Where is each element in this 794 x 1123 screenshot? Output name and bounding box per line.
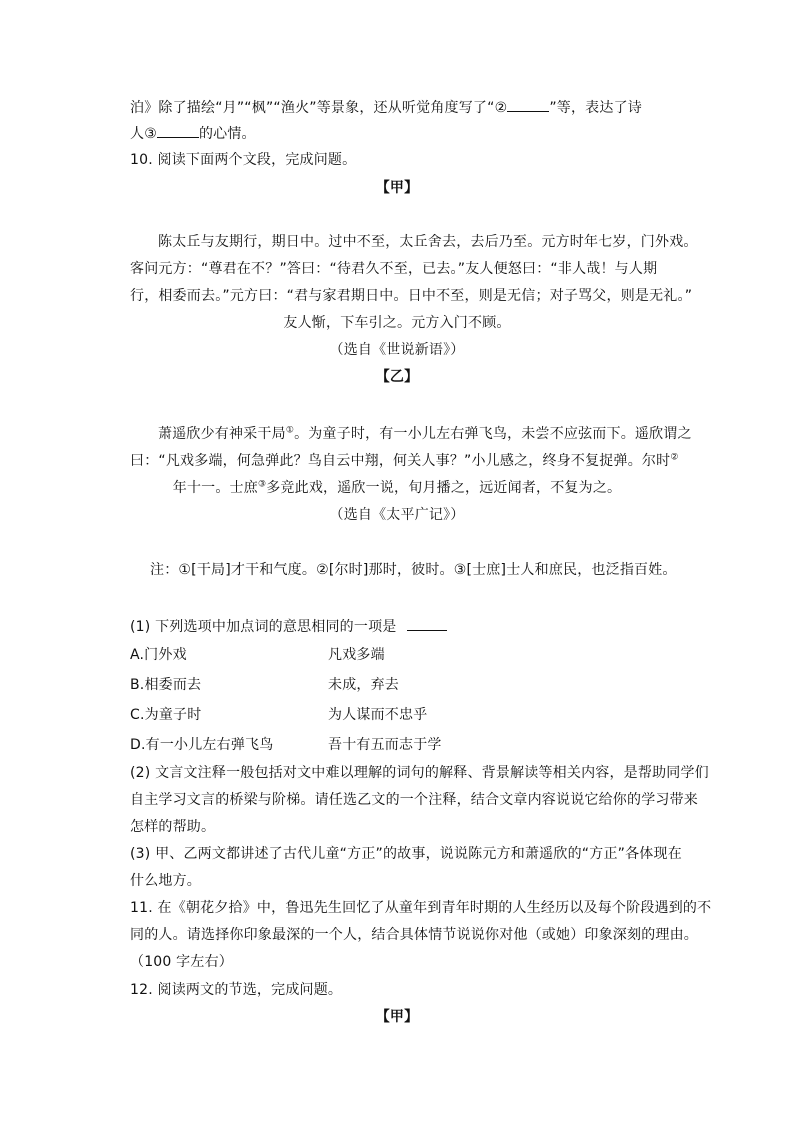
yi-line-2-text: 曰：“凡戏多端，何急弹此？鸟自云中翔，何关人事？”小儿感之，终身不复捉弹。尔时 — [130, 453, 671, 469]
yi-note-ref-1: ① — [285, 425, 295, 436]
option-a-left: A.门外戏 — [130, 647, 187, 663]
yi-line-1-text-b: 。为童子时，有一小儿左右弹飞鸟，未尝不应弦而下。遥欣谓之 — [294, 426, 692, 442]
sub1-prompt — [130, 616, 447, 637]
q11-line-3: （100 字左右） — [130, 954, 233, 970]
option-c-left: C.为童子时 — [130, 707, 202, 723]
option-b-left: B.相委而去 — [130, 677, 202, 693]
q12-jia-heading: 【甲】 — [375, 1009, 419, 1025]
sub3-line-1: (3) 甲、乙两文都讲述了古代儿童“方正”的故事，说说陈元方和萧遥欣的“方正”各体现在 — [130, 846, 682, 862]
yi-source: （选自《太平广记》） — [329, 507, 465, 523]
q11-line-1: 11. 在《朝花夕拾》中，鲁迅先生回忆了从童年到青年时期的人生经历以及每个阶段遇到的不 — [130, 900, 712, 916]
yi-note-ref-3: ③ — [257, 479, 267, 490]
sub2-line-3: 怎样的帮助。 — [130, 819, 216, 835]
option-c-right: 为人谋而不忠乎 — [328, 707, 428, 723]
q9-line-2-text-b: 的心情。 — [198, 126, 256, 142]
yi-line-1 — [158, 424, 692, 444]
answer-blank-3 — [157, 123, 199, 138]
option-b-right: 未成，弃去 — [328, 677, 399, 693]
jia-source: （选自《世说新语》） — [329, 342, 465, 358]
answer-blank-2 — [507, 97, 549, 112]
q11-line-2: 同的人。请选择你印象最深的一个人，结合具体情节说说你对他（或她）印象深刻的理由。 — [130, 927, 698, 943]
q10-jia-heading: 【甲】 — [375, 180, 419, 196]
yi-note-ref-2: ② — [670, 452, 679, 463]
yi-line-3 — [0, 478, 794, 498]
option-d-right: 吾十有五而志于学 — [328, 737, 442, 753]
q10-prompt: 10. 阅读下面两个文段，完成问题。 — [130, 152, 357, 168]
jia-line-2: 客问元方：“尊君在不？”答曰：“待君久不至，已去。”友人便怒曰：“非人哉！与人期 — [130, 261, 658, 277]
yi-line-3-text-b: 多竞此戏，遥欣一说，旬月播之，远近闻者，不复为之。 — [266, 480, 622, 496]
sub1-answer-blank — [407, 616, 447, 631]
q9-line-1-text-b: ”等，表达了诗 — [549, 100, 642, 116]
jia-line-3: 行，相委而去。”元方曰：“君与家君期日中。日中不至，则是无信；对子骂父，则是无礼。” — [130, 288, 693, 304]
sub3-line-2: 什么地方。 — [130, 873, 201, 889]
yi-line-2 — [130, 451, 679, 471]
jia-line-4: 友人惭，下车引之。元方入门不顾。 — [283, 315, 511, 331]
yi-line-1-text-a: 萧遥欣少有神采干局 — [158, 426, 286, 442]
annotation-note: 注：①[干局]才干和气度。②[尔时]那时，彼时。③[士庶]士人和庶民，也泛指百姓。 — [150, 562, 677, 578]
q9-line-2 — [130, 123, 256, 144]
yi-line-3-text-a: 年十一。士庶 — [172, 480, 258, 496]
jia-line-1: 陈太丘与友期行，期日中。过中不至，太丘舍去，去后乃至。元方时年七岁，门外戏。 — [158, 234, 698, 250]
q9-line-1-text-a: 泊》除了描绘“月”“枫”“渔火”等景象，还从听觉角度写了“② — [130, 100, 508, 116]
q9-line-2-text-a: 人③ — [130, 126, 157, 142]
sub2-line-1: (2) 文言文注释一般包括对文中难以理解的词句的解释、背景解读等相关内容，是帮助同学们 — [130, 765, 709, 781]
sub2-line-2: 自主学习文言的桥梁与阶梯。请任选乙文的一个注释，结合文章内容说说它给你的学习带来 — [130, 792, 698, 808]
option-a-right: 凡戏多端 — [328, 647, 385, 663]
q9-line-1 — [130, 97, 642, 118]
q10-yi-heading: 【乙】 — [375, 369, 419, 385]
q12-prompt: 12. 阅读两文的节选，完成问题。 — [130, 982, 343, 998]
option-d-left: D.有一小儿左右弹飞鸟 — [130, 737, 274, 753]
sub1-prompt-text: (1) 下列选项中加点词的意思相同的一项是 — [130, 619, 397, 635]
